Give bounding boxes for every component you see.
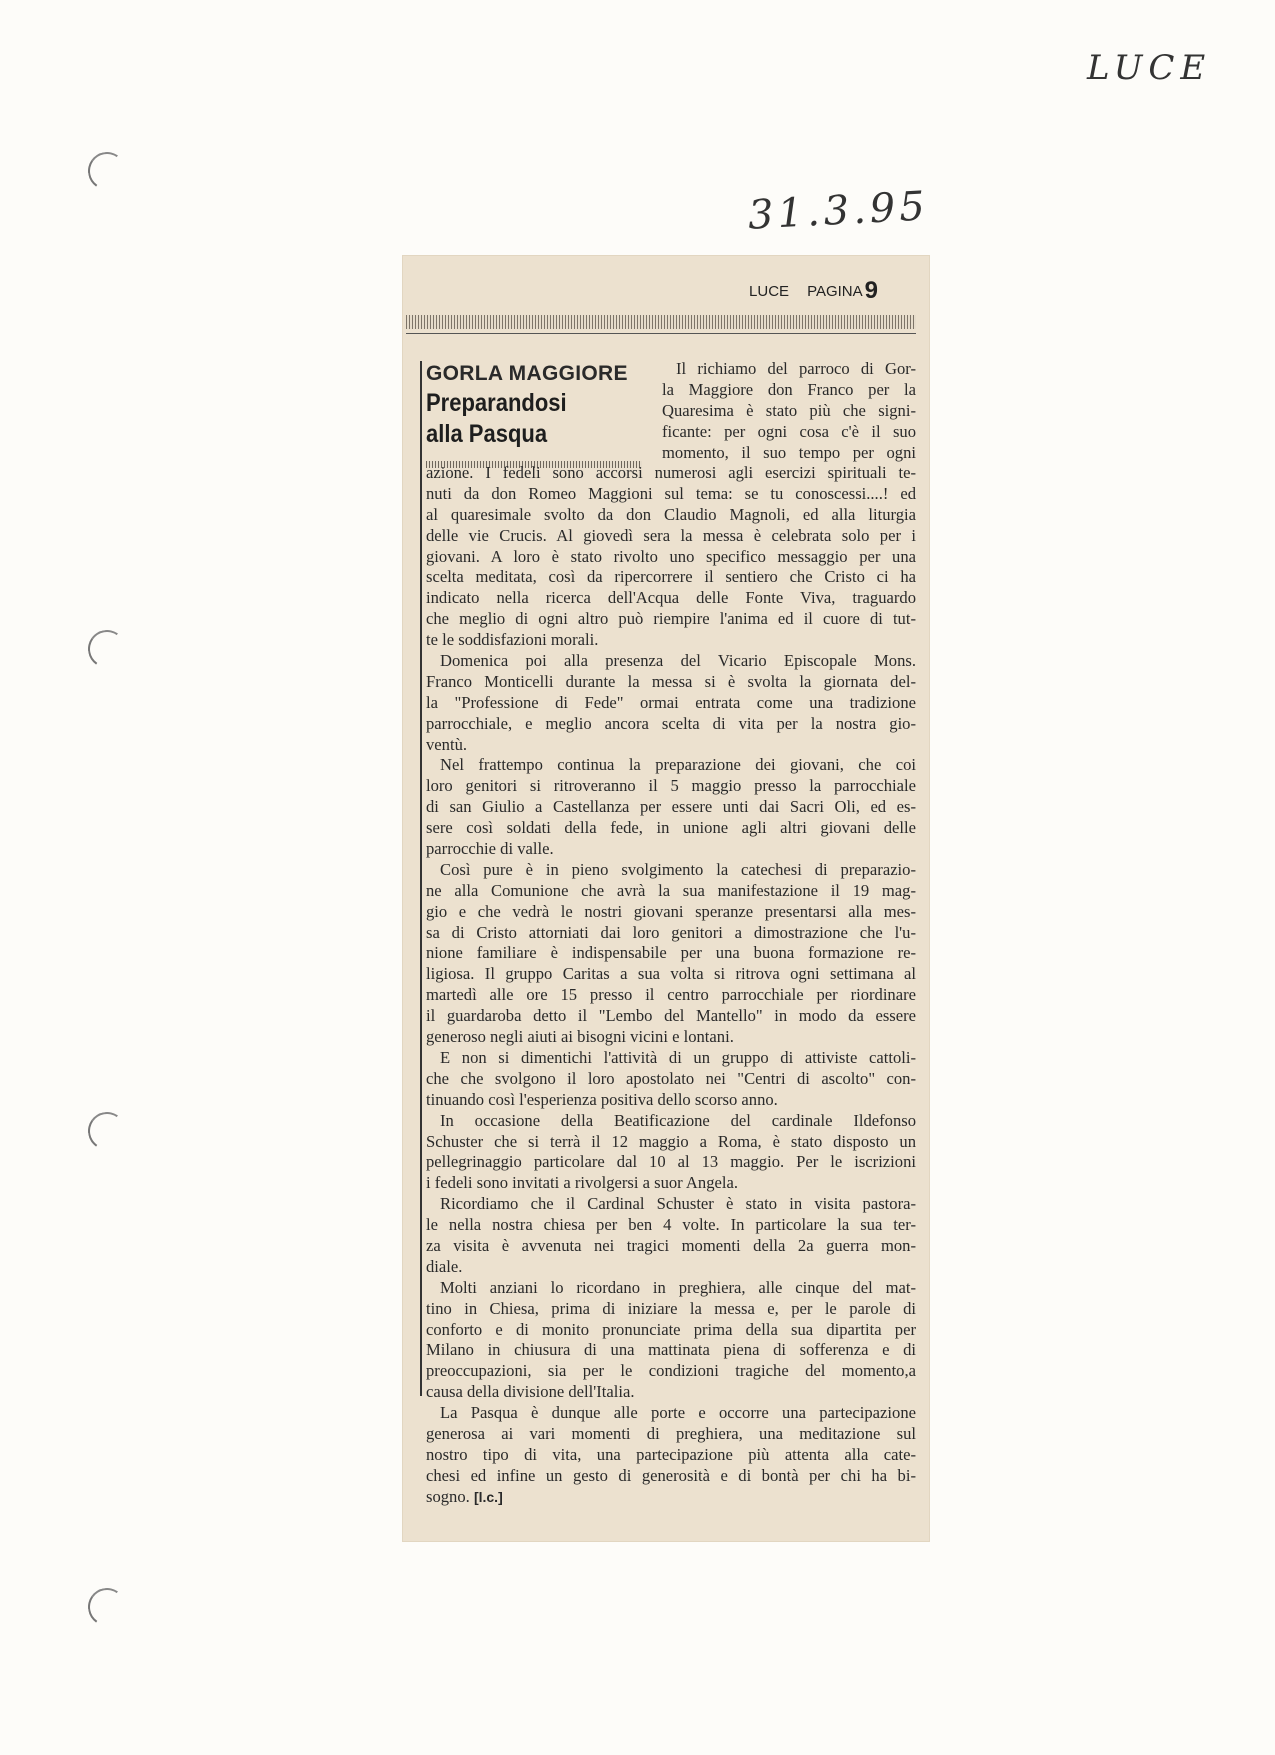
- article-line: nostro tipo di vita, una partecipazione più attenta alla cate-: [426, 1444, 916, 1464]
- article-line: Franco Monticelli durante la messa si è svolta la giornata del-: [426, 671, 916, 691]
- article-line: sogno. [l.c.]: [426, 1486, 503, 1506]
- article-line: Domenica poi alla presenza del Vicario Episcopale Mons.: [440, 651, 916, 671]
- article-line: chesi ed infine un gesto di generosità e di bontà per chi ha bi-: [426, 1465, 916, 1485]
- article-line: momento, il suo tempo per ogni: [662, 442, 916, 462]
- article-line: giovani. A loro è stato rivolto uno specifico messaggio per una: [426, 546, 916, 566]
- article-line: pellegrinaggio particolare dal 10 al 13 maggio. Per le iscrizioni: [426, 1152, 916, 1172]
- article-line: azione. I fedeli sono accorsi numerosi agli esercizi spirituali te-: [426, 463, 916, 482]
- clipping-header: [749, 277, 878, 305]
- header-rule: [406, 333, 916, 334]
- article-line: sere così soldati della fede, in unione agli altri giovani delle: [426, 818, 916, 838]
- article-line: causa della divisione dell'Italia.: [426, 1382, 635, 1402]
- article-line: E non si dimentichi l'attività di un gruppo di attiviste cattoli-: [440, 1047, 916, 1067]
- article-line: di san Giulio a Castellanza per essere unti dai Sacri Oli, ed es-: [426, 797, 916, 817]
- article-line: In occasione della Beatificazione del cardinale Ildefonso: [440, 1110, 916, 1130]
- article-line: Ricordiamo che il Cardinal Schuster è stato in visita pastora-: [440, 1194, 916, 1214]
- article-body-top: [662, 359, 916, 463]
- page-label: PAGINA: [807, 283, 863, 300]
- article-line: indicato nella ricerca dell'Acqua delle Fonte Viva, traguardo: [426, 588, 916, 608]
- article-line: nuti da don Romeo Maggioni sul tema: se tu conoscessi....! ed: [426, 483, 916, 503]
- article-line: ligiosa. Il gruppo Caritas a sua volta si ritrova ogni settimana al: [426, 964, 916, 984]
- punch-hole: [85, 1109, 129, 1153]
- punch-hole: [85, 627, 129, 671]
- article-line: generosa ai vari momenti di preghiera, una meditazione sul: [426, 1423, 916, 1443]
- article-line: Quaresima è stato più che signi-: [662, 400, 916, 420]
- article-line: i fedeli sono invitati a rivolgersi a suor Angela.: [426, 1173, 738, 1193]
- article-line: tino in Chiesa, prima di iniziare la messa e, per le parole di: [426, 1298, 916, 1318]
- article-line: martedì alle ore 15 presso il centro parrocchiale per riordinare: [426, 985, 916, 1005]
- article-line: ficante: per ogni cosa c'è il suo: [662, 421, 916, 441]
- article-line: tinuando così l'esperienza positiva dello scorso anno.: [426, 1089, 778, 1109]
- article-line: parrocchie di valle.: [426, 839, 554, 859]
- article-line: gio e che vedrà le nostri giovani speranze presentarsi alla mes-: [426, 901, 916, 921]
- article-line: delle vie Crucis. Al giovedì sera la messa è celebrata solo per i: [426, 525, 916, 545]
- article-line: la Maggiore don Franco per la: [662, 379, 916, 399]
- article-line: sa di Cristo attorniati dai loro genitori a dimostrazione che l'u-: [426, 922, 916, 942]
- article-line: che che svolgono il loro apostolato nei "Centri di ascolto" con-: [426, 1068, 916, 1088]
- article-kicker: GORLA MAGGIORE: [426, 362, 628, 385]
- article-line: nione familiare è indispensabile per una buona formazione re-: [426, 943, 916, 963]
- article-line: Milano in chiusura di una mattinata piena di sofferenza e di: [426, 1340, 916, 1360]
- article-line: conforto e di monito pronunciate prima della sua dipartita per: [426, 1319, 916, 1339]
- article-line: che meglio di ogni altro può riempire l'anima ed il cuore di tut-: [426, 609, 916, 629]
- article-line: Il richiamo del parroco di Gor-: [676, 359, 916, 378]
- handwritten-date-note: 31.3.95: [746, 183, 930, 239]
- article-line: scelta meditata, così da ripercorrere il sentiero che Cristo ci ha: [426, 567, 916, 587]
- newspaper-clipping: [402, 255, 930, 1542]
- article-line: parrocchiale, e meglio ancora scelta di vita per la nostra gio-: [426, 713, 916, 733]
- article-title-line-2: alla Pasqua: [426, 420, 548, 448]
- handwritten-luce-note: LUCE: [1087, 48, 1212, 88]
- column-rule: [420, 361, 422, 1396]
- article-line: le nella nostra chiesa per ben 4 volte. In particolare la sua ter-: [426, 1215, 916, 1235]
- article-body: [426, 463, 916, 1508]
- article-line: la "Professione di Fede" ormai entrata come una tradizione: [426, 692, 916, 712]
- article-line: ne alla Comunione che avrà la sua manifestazione il 19 mag-: [426, 880, 916, 900]
- article-line: ventù.: [426, 734, 468, 754]
- article-line: loro genitori si ritroveranno il 5 maggio presso la parrocchiale: [426, 776, 916, 796]
- article-line: Molti anziani lo ricordano in preghiera, alle cinque del mat-: [440, 1277, 916, 1297]
- article-line: Nel frattempo continua la preparazione dei giovani, che coi: [440, 755, 916, 775]
- article-line: il guardaroba detto il "Lembo del Mantello" in modo da essere: [426, 1006, 916, 1026]
- article-line: generoso negli aiuti ai bisogni vicini e lontani.: [426, 1027, 734, 1047]
- article-line: Così pure è in pieno svolgimento la catechesi di preparazio-: [440, 859, 916, 879]
- article-headline: [426, 361, 636, 468]
- article-title-line-1: Preparandosi: [426, 389, 567, 417]
- article-line: diale.: [426, 1256, 463, 1276]
- punch-hole: [85, 149, 129, 193]
- article-line: te le soddisfazioni morali.: [426, 630, 599, 650]
- article-signature: [l.c.]: [473, 1488, 503, 1505]
- article-line: za visita è avvenuta nei tragici momenti della 2a guerra mon-: [426, 1235, 916, 1255]
- article-line: preoccupazioni, sia per le condizioni tragiche del momento,a: [426, 1361, 916, 1381]
- article-line: La Pasqua è dunque alle porte e occorre una partecipazione: [440, 1403, 916, 1423]
- header-hatch-bar: [406, 315, 916, 329]
- article-line: Schuster che si terrà il 12 maggio a Roma, è stato disposto un: [426, 1131, 916, 1151]
- article-line: al quaresimale svolto da don Claudio Magnoli, ed alla liturgia: [426, 504, 916, 524]
- punch-hole: [85, 1585, 129, 1629]
- publication-name: LUCE: [749, 283, 790, 300]
- page-number: 9: [864, 277, 878, 304]
